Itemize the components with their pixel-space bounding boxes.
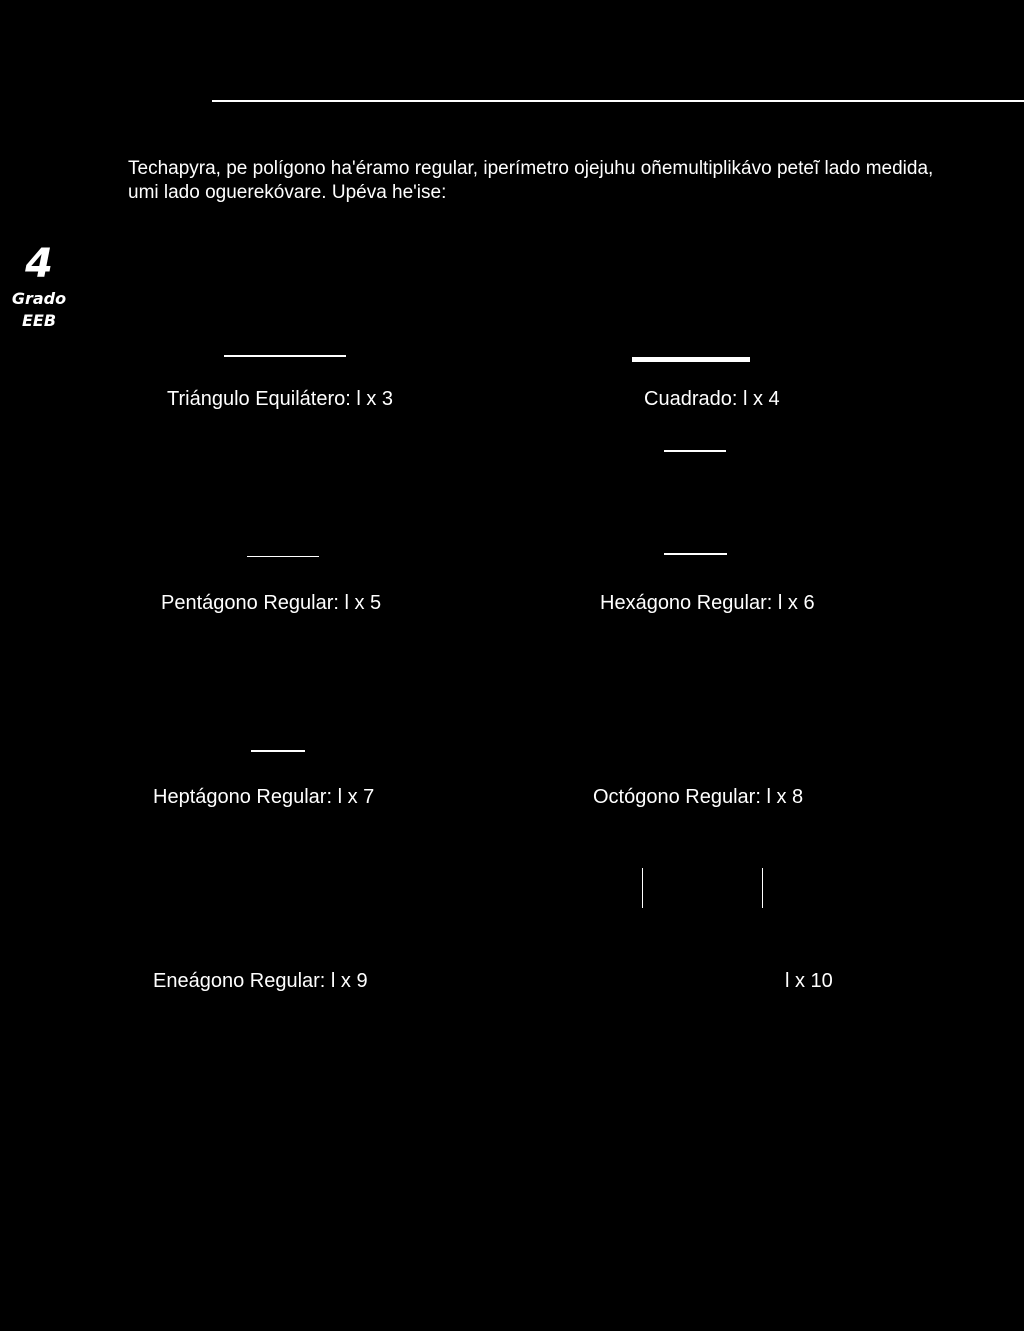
pentagon-side-line: [247, 556, 319, 557]
triangle-formula: Triángulo Equilátero: l x 3: [167, 388, 394, 410]
top-divider: [212, 100, 1024, 102]
hexagon-top-line: [664, 450, 726, 452]
heptagon-formula: Heptágono Regular: l x 7: [153, 786, 375, 808]
decagon-formula: l x 10: [785, 970, 833, 992]
triangle-side-line: [224, 355, 346, 357]
square-formula: Cuadrado: l x 4: [644, 388, 780, 410]
nonagon-formula: Eneágono Regular: l x 9: [153, 970, 368, 992]
octagon-formula: Octógono Regular: l x 8: [593, 786, 804, 808]
intro-paragraph: Techapyra, pe polígono ha'éramo regular, iperímetro ojejuhu oñemultiplikávo peteĩ lado medida, umi lado oguerekóvare. Upéva he'ise:: [128, 158, 934, 203]
grade-number: 4: [25, 241, 53, 287]
pentagon-formula: Pentágono Regular: l x 5: [161, 592, 382, 614]
square-side-line: [632, 357, 750, 362]
heptagon-side-line: [251, 750, 305, 752]
hexagon-formula: Hexágono Regular: l x 6: [600, 592, 815, 614]
grade-badge: [8, 240, 70, 332]
grade-label: Grado: [11, 289, 67, 308]
decagon-left-side-line: [642, 868, 643, 908]
level-label: EEB: [21, 311, 57, 330]
hexagon-side-line: [664, 553, 727, 555]
decagon-right-side-line: [762, 868, 763, 908]
